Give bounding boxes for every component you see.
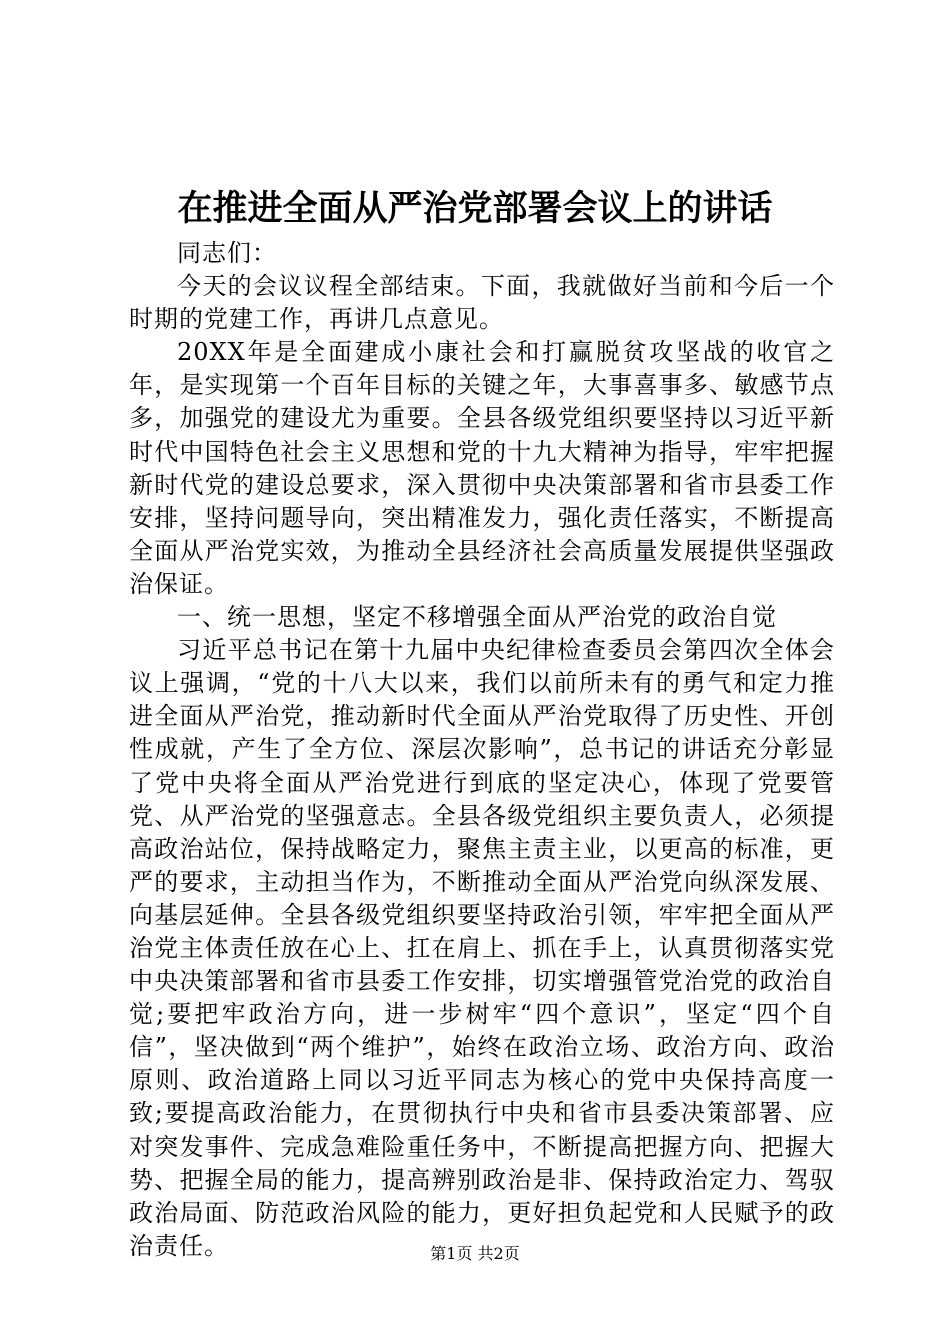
paragraph: 习近平总书记在第十九届中央纪律检查委员会第四次全体会议上强调，“党的十八大以来，我们以前所未有的勇气和定力推进全面从严治党，推动新时代全面从严治党取得了历史性、开创性成就，产生了全方位、深层次影响”，总书记的讲话充分彰显了党中央将全面从严治党进行到底的坚定决心，体现了党要管党、从严治党的坚强意志。全县各级党组织主要负责人，必须提高政治站位，保持战略定力，聚焦主责主业，以更高的标准，更严的要求，主动担当作为，不断推动全面从严治党向纵深发展、向基层延伸。全县各级党组织要坚持政治引领，牢牢把全面从严治党主体责任放在心上、扛在肩上、抓在手上，认真贯彻落实党中央决策部署和省市县委工作安排，切实增强管党治党的政治自觉;要把牢政治方向，进一步树牢“四个意识”，坚定“四个自信”，坚决做到“两个维护”，始终在政治立场、政治方向、政治原则、政治道路上同以习近平同志为核心的党中央保持高度一致;要提高政治能力，在贯彻执行中央和省市县委决策部署、应对突发事件、完成急难险重任务中，不断提高把握方向、把握大势、把握全局的能力，提高辨别政治是非、保持政治定力、驾驭政治局面、防范政治风险的能力，更好担负起党和人民赋予的政治责任。 [129,636,835,1260]
paragraph: 20XX年是全面建成小康社会和打赢脱贫攻坚战的收官之年，是实现第一个百年目标的关键之年，大事喜事多、敏感节点多，加强党的建设尤为重要。全县各级党组织要坚持以习近平新时代中国特色社会主义思想和党的十九大精神为指导，牢牢把握新时代党的建设总要求，深入贯彻中央决策部署和省市县委工作安排，坚持问题导向，突出精准发力，强化责任落实，不断提高全面从严治党实效，为推动全县经济社会高质量发展提供坚强政治保证。 [129,338,835,598]
section-heading: 一、统一思想，坚定不移增强全面从严治党的政治自觉 [177,603,777,632]
salutation: 同志们： [177,239,277,267]
document-title: 在推进全面从严治党部署会议上的讲话 [177,188,773,229]
document-body [129,237,835,1263]
paragraph: 今天的会议议程全部结束。下面，我就做好当前和今后一个时期的党建工作，再讲几点意见。 [129,272,835,334]
page-footer: 第1页 共2页 [430,1244,520,1263]
